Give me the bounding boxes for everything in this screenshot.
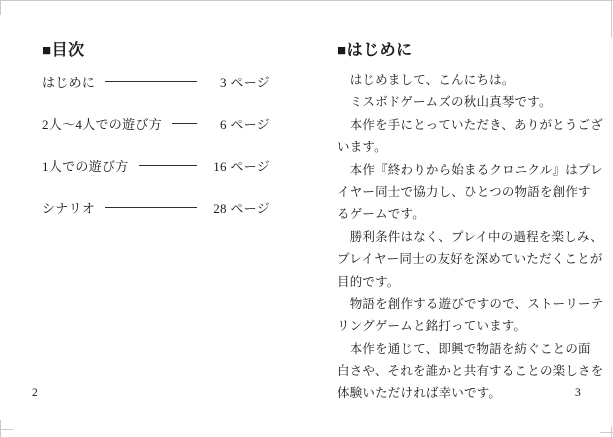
toc-entry-label: 1人での遊び方 <box>42 159 129 174</box>
toc-entry-label: 2人〜4人での遊び方 <box>42 117 162 132</box>
scan-edge-top-left <box>0 0 1 15</box>
toc-heading-text: 目次 <box>51 42 85 59</box>
introduction-body <box>337 69 604 405</box>
scan-edge-top-right <box>611 0 612 38</box>
introduction-heading-text: はじめに <box>346 42 413 59</box>
page-number-right: 3 <box>575 387 581 399</box>
right-page-introduction <box>337 42 604 405</box>
scan-edge-top <box>0 0 613 1</box>
body-line: イヤー同士で協力し、ひとつの物語を創作す <box>337 184 591 199</box>
toc-row-solo <box>42 157 270 174</box>
left-page-toc <box>42 42 270 241</box>
toc-row-multiplayer <box>42 115 270 132</box>
body-line: 本作『終わりから始まるクロニクル』はプレ <box>337 162 603 177</box>
toc-entry-page: 3 ページ <box>220 75 270 90</box>
toc-leader-line <box>139 165 197 166</box>
body-line: 本作を手にとっていただき、ありがとうござ <box>337 117 603 132</box>
body-line: はじめまして、こんにちは。 <box>337 73 515 87</box>
body-line: 体験いただければ幸いです。 <box>337 386 502 401</box>
body-line: 勝利条件はなく、プレイ中の過程を楽しみ、 <box>337 229 604 244</box>
scan-edge-bottom-left-h <box>0 429 13 430</box>
toc-entry-label: はじめに <box>42 75 96 90</box>
toc-entry-label: シナリオ <box>42 201 96 216</box>
body-line: プレイヤー同士の友好を深めていただくことが <box>337 252 603 267</box>
toc-entry-page: 6 ページ <box>220 117 270 132</box>
scan-edge-bottom-right-h <box>600 432 613 433</box>
toc-entry-page: 28 ページ <box>213 201 270 216</box>
toc-heading <box>42 42 270 60</box>
toc-leader-line <box>105 207 197 208</box>
body-line: ミスボドゲームズの秋山真琴です。 <box>337 95 552 110</box>
toc-list <box>42 73 270 216</box>
toc-row-scenario <box>42 199 270 216</box>
body-line: 白さや、それを誰かと共有することの楽しさを <box>337 364 604 379</box>
section-square-icon: ■ <box>337 43 347 59</box>
toc-leader-line <box>172 123 197 124</box>
toc-entry-page: 16 ページ <box>213 159 270 174</box>
toc-leader-line <box>105 81 197 82</box>
toc-row-hajimeni <box>42 73 270 90</box>
body-line: 本作を通じて、即興で物語を紡ぐことの面 <box>337 341 591 356</box>
body-line: います。 <box>337 140 387 155</box>
body-line: リングゲームと銘打っています。 <box>337 319 527 334</box>
body-line: るゲームです。 <box>337 207 425 222</box>
page-number-left: 2 <box>32 387 38 399</box>
body-line: 物語を創作する遊びですので、ストーリーテ <box>337 296 604 311</box>
section-square-icon: ■ <box>42 43 52 59</box>
body-line: 目的です。 <box>337 274 400 289</box>
introduction-heading <box>337 42 589 60</box>
